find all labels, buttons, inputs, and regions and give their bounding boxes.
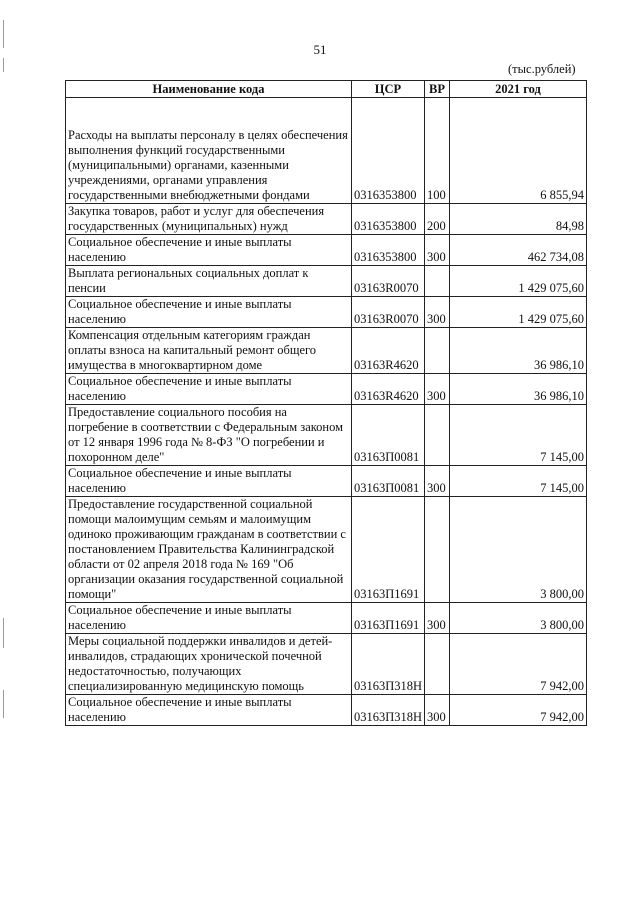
- row-sum: 3 800,00: [450, 603, 587, 634]
- row-sum: 1 429 075,60: [450, 266, 587, 297]
- table-row: [66, 466, 587, 497]
- row-vr: [425, 634, 450, 695]
- table-row: [66, 634, 587, 695]
- row-name: Компенсация отдельным категориям граждан оплаты взноса на капитальный ремонт общего имущества в многоквартирном доме: [66, 328, 352, 374]
- table-row: [66, 328, 587, 374]
- row-name: Расходы на выплаты персоналу в целях обеспечения выполнения функций государственными (муниципальными) органами, казенными учреждениями, органами управления государственными внебюджетными фондами: [66, 98, 352, 204]
- row-vr: [425, 405, 450, 466]
- row-sum: 462 734,08: [450, 235, 587, 266]
- table-row: [66, 204, 587, 235]
- row-csr: 03163П1691: [352, 603, 425, 634]
- row-name: Социальное обеспечение и иные выплаты населению: [66, 235, 352, 266]
- row-sum: 6 855,94: [450, 98, 587, 204]
- row-vr: 300: [425, 297, 450, 328]
- table-row: [66, 695, 587, 726]
- row-csr: 0316353800: [352, 235, 425, 266]
- row-vr: 300: [425, 374, 450, 405]
- row-name: Социальное обеспечение и иные выплаты населению: [66, 374, 352, 405]
- row-vr: [425, 266, 450, 297]
- row-csr: 03163П318Н: [352, 634, 425, 695]
- row-sum: 7 942,00: [450, 634, 587, 695]
- row-csr: 0316353800: [352, 204, 425, 235]
- row-csr: 03163П318Н: [352, 695, 425, 726]
- row-name: Социальное обеспечение и иные выплаты населению: [66, 297, 352, 328]
- units-label: (тыс.рублей): [508, 62, 576, 76]
- table-header-row: [66, 81, 587, 98]
- row-name: Предоставление государственной социальной помощи малоимущим семьям и малоимущим одиноко проживающим гражданам в соответствии с постановлением Правительства Калининградской области от 02 апреля 2018 года № 169 "Об организации оказания государственной социальной помощи": [66, 497, 352, 603]
- table-row: [66, 374, 587, 405]
- table-row: [66, 235, 587, 266]
- scan-edge-mark: [3, 618, 4, 648]
- row-vr: 300: [425, 695, 450, 726]
- row-vr: 300: [425, 603, 450, 634]
- row-sum: 36 986,10: [450, 374, 587, 405]
- row-sum: 7 942,00: [450, 695, 587, 726]
- row-sum: 1 429 075,60: [450, 297, 587, 328]
- row-csr: 03163П0081: [352, 405, 425, 466]
- table-row: [66, 266, 587, 297]
- row-name: Социальное обеспечение и иные выплаты населению: [66, 603, 352, 634]
- row-vr: 300: [425, 466, 450, 497]
- row-vr: 300: [425, 235, 450, 266]
- row-csr: 03163R0070: [352, 266, 425, 297]
- row-vr: [425, 328, 450, 374]
- table-row: [66, 297, 587, 328]
- row-sum: 36 986,10: [450, 328, 587, 374]
- row-csr: 03163R4620: [352, 328, 425, 374]
- row-vr: [425, 497, 450, 603]
- table-row: [66, 603, 587, 634]
- row-vr: 100: [425, 98, 450, 204]
- row-sum: 7 145,00: [450, 405, 587, 466]
- row-name: Социальное обеспечение и иные выплаты населению: [66, 466, 352, 497]
- row-csr: 03163R0070: [352, 297, 425, 328]
- row-csr: 0316353800: [352, 98, 425, 204]
- row-sum: 3 800,00: [450, 497, 587, 603]
- row-sum: 84,98: [450, 204, 587, 235]
- header-year: 2021 год: [450, 81, 587, 98]
- row-name: Закупка товаров, работ и услуг для обеспечения государственных (муниципальных) нужд: [66, 204, 352, 235]
- row-name: Предоставление социального пособия на погребение в соответствии с Федеральным законом от 12 января 1996 года № 8-ФЗ "О погребении и похоронном деле": [66, 405, 352, 466]
- row-csr: 03163П1691: [352, 497, 425, 603]
- header-vr: ВР: [425, 81, 450, 98]
- row-name: Социальное обеспечение и иные выплаты населению: [66, 695, 352, 726]
- page-number: 51: [313, 42, 327, 57]
- budget-table: [65, 80, 587, 726]
- table-row: [66, 497, 587, 603]
- row-sum: 7 145,00: [450, 466, 587, 497]
- table-row: [66, 98, 587, 204]
- row-csr: 03163R4620: [352, 374, 425, 405]
- row-name: Меры социальной поддержки инвалидов и детей-инвалидов, страдающих хронической почечной недостаточностью, получающих специализированную медицинскую помощь: [66, 634, 352, 695]
- row-name: Выплата региональных социальных доплат к пенсии: [66, 266, 352, 297]
- scan-edge-mark: [3, 690, 4, 718]
- table-row: [66, 405, 587, 466]
- header-csr: ЦСР: [352, 81, 425, 98]
- row-vr: 200: [425, 204, 450, 235]
- row-csr: 03163П0081: [352, 466, 425, 497]
- scan-edge-mark: [3, 58, 4, 72]
- header-name: Наименование кода: [66, 81, 352, 98]
